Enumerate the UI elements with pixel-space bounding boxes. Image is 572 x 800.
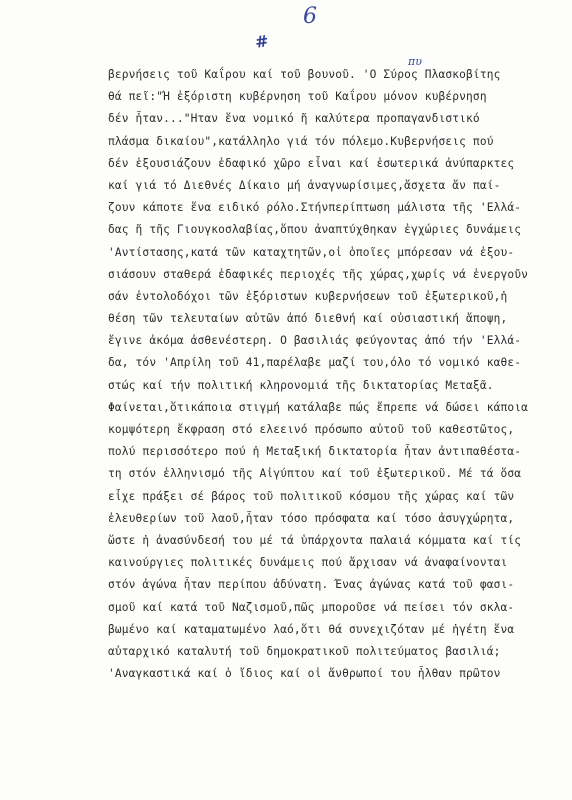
text-line: 'Αντίστασης,κατά τῶν καταχτητῶν,οἱ ὁποῖες μπόρεσαν νά ἐξου- bbox=[108, 245, 515, 259]
text-line: εἶχε πράξει σέ βάρος τοῦ πολιτικοῦ κόσμου τῆς χώρας καί τῶν bbox=[108, 489, 515, 503]
text-line: δέν ἐξουσιάζουν ἐδαφικό χῶρο εἶναι καί ἐσωτερικά ἀνύπαρκτες bbox=[108, 156, 515, 170]
text-line: δα, τόν 'Απρίλη τοῦ 41,παρέλαβε μαζί του,όλο τό νομικό καθε- bbox=[108, 356, 522, 370]
text-line: στόν ἀγώνα ἦταν περίπου ἀδύνατη. Ένας ἀγώνας κατά τοῦ φασι- bbox=[108, 578, 515, 592]
text-line: καινούργιες πολιτικές δυνάμεις πού ἄρχισαν νά ἀναφαίνονται bbox=[108, 556, 508, 570]
text-line: θέση τῶν τελευταίων αὐτῶν ἀπό διεθνή καί οὐσιαστική ἄποψη, bbox=[108, 312, 508, 326]
text-line: ζουν κάποτε ἕνα ειδικό ρόλο.Στήνπερίπτωση μάλιστα τῆς 'Ελλά- bbox=[108, 201, 522, 215]
text-line: αὐταρχικό καταλυτή τοῦ δημοκρατικοῦ πολιτεύματος βασιλιά; bbox=[108, 644, 501, 658]
text-line: δας ἤ τῆς Γιουγκοσλαβίας,ὅπου ἀναπτύχθηκαν ἐγχώριες δυνάμεις bbox=[108, 223, 522, 237]
handwritten-correction: πυ bbox=[408, 55, 422, 68]
text-line: θά πεῖ:"Ή ἐξόριστη κυβέρνηση τοῦ Καΐρου μόνον κυβέρνηση bbox=[108, 90, 487, 104]
text-line: πλάσμα δικαίου",κατάλληλο γιά τόν πόλεμο.Κυβερνήσεις πού bbox=[108, 134, 494, 148]
text-line: ἐλευθερίων τοῦ λαοῦ,ἦταν τόσο πρόσφατα καί τόσο ἀσυγχώρητα, bbox=[108, 511, 515, 525]
text-line: ἔγινε ἀκόμα ἀσθενέστερη. Ο βασιλιάς φεύγοντας ἀπό τήν 'Ελλά- bbox=[108, 334, 522, 348]
text-line: στώς καί τήν πολιτική κληρονομιά τῆς δικτατορίας Μεταξᾶ. bbox=[108, 378, 494, 392]
text-line: σμοῦ καί κατά τοῦ Ναζισμοῦ,πῶς μποροῦσε νά πείσει τόν σκλα- bbox=[108, 600, 515, 614]
text-line: βωμένο καί καταματωμένο λαό,ὅτι θά συνεχιζόταν μέ ἡγέτη ἕνα bbox=[108, 622, 515, 636]
text-line: δέν ἦταν..."Ηταν ἕνα νομικό ἤ καλύτερα προπαγανδιστικό bbox=[108, 112, 480, 126]
text-line: ὥστε ἡ ἀνασύνδεσή του μέ τά ὑπάρχοντα παλαιά κόμματα καί τίς bbox=[108, 533, 522, 547]
text-line: καί γιά τό Διεθνές Δίκαιο μή ἀναγνωρίσιμες,ἄσχετα ἄν παί- bbox=[108, 178, 501, 192]
text-line: κομψότερη ἔκφραση στό ελεεινό πρόσωπο αὐτοῦ τοῦ καθεστῶτος, bbox=[108, 423, 515, 436]
text-line: πολύ περισσότερο πού ἡ Μεταξική δικτατορία ἦταν ἀντιπαθέστα- bbox=[108, 445, 522, 459]
page-number: 6 bbox=[303, 4, 317, 29]
handwritten-mark: # bbox=[253, 31, 270, 52]
text-line: τη στόν ἑλληνισμό τῆς Αἰγύπτου καί τοῦ ἐξωτερικοῦ. Μέ τά ὅσα bbox=[108, 467, 522, 481]
text-line: σιάσουν σταθερά ἐδαφικές περιοχές τῆς χώρας,χωρίς νά ἐνεργοῦν bbox=[108, 267, 529, 281]
text-line: Φαίνεται,ὅτικάποια στιγμή κατάλαβε πώς ἔπρεπε νά δώσει κάποια bbox=[108, 400, 529, 414]
body-text bbox=[108, 64, 548, 685]
text-line: σάν ἐντολοδόχοι τῶν ἐξόριστων κυβερνήσεων τοῦ ἐξωτερικοῦ,ἡ bbox=[108, 289, 508, 303]
text-line: 'Αναγκαστικά καί ὁ ἴδιος καί οἱ ἄνθρωποί του ἦλθαν πρῶτον bbox=[108, 667, 501, 681]
text-line: βερνήσεις τοῦ Καΐρου καί τοῦ βουνοῦ. 'Ο Σύρος Πλασκοβίτης bbox=[108, 68, 501, 81]
